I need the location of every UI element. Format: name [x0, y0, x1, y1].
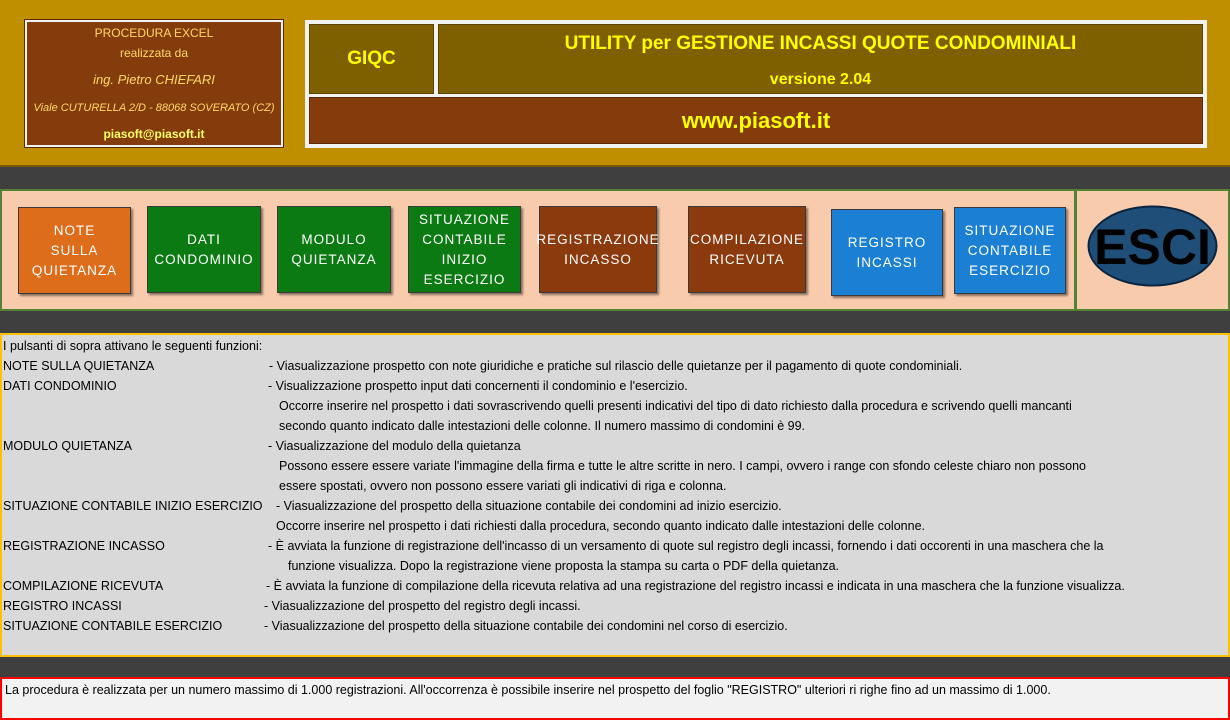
description-text-situazione-inizio: - Viasualizzazione del prospetto della situazione contabile dei condomini ad inizio esercizio.	[276, 499, 782, 513]
description-text-modulo-2: Possono essere essere variate l'immagine della firma e tutte le altre scritte in nero. I campi, ovvero i range con sfondo celeste chiaro non possono	[279, 459, 1086, 473]
description-text-registrazione-2: funzione visualizza. Dopo la registrazione viene proposta la stampa su carta o PDF della quietanza.	[288, 559, 840, 573]
description-label-registro: REGISTRO INCASSI	[3, 599, 122, 613]
situazione-inizio-esercizio-button[interactable]: SITUAZIONE CONTABILE INIZIO ESERCIZIO	[408, 206, 521, 293]
header-band	[0, 0, 1230, 167]
esci-label: ESCI	[1094, 219, 1211, 275]
author-line-procedura: PROCEDURA EXCEL	[94, 26, 214, 40]
description-text-situazione-inizio-2: Occorre inserire nel prospetto i dati richiesti dalla procedura, secondo quanto indicato dalle intestazioni delle colonne.	[276, 519, 925, 533]
description-text-registro: - Viasualizzazione del prospetto del registro degli incassi.	[264, 599, 581, 613]
app-acronym: GIQC	[309, 24, 434, 94]
description-text-dati-2: Occorre inserire nel prospetto i dati sovrascrivendo quelli presenti indicativi del tipo di dato richiesto dalla procedura e scrivendo quelli mancanti	[279, 399, 1072, 413]
description-label-dati: DATI CONDOMINIO	[3, 379, 117, 393]
app-version: versione 2.04	[769, 71, 872, 88]
description-label-note: NOTE SULLA QUIETANZA	[3, 359, 155, 373]
buttons-band	[0, 189, 1230, 311]
footer-note: La procedura è realizzata per un numero massimo di 1.000 registrazioni. All'occorrenza è possibile inserire nel prospetto del foglio "REGISTRO" ulteriori ri righe fino ad un massimo di 1.000.	[5, 683, 1051, 697]
app-title-cell	[438, 24, 1203, 94]
description-label-modulo: MODULO QUIETANZA	[3, 439, 132, 453]
esci-panel	[1077, 191, 1228, 309]
description-label-registrazione: REGISTRAZIONE INCASSO	[3, 539, 165, 553]
situazione-esercizio-button[interactable]: SITUAZIONE CONTABILE ESERCIZIO	[954, 207, 1066, 294]
description-text-modulo: - Viasualizzazione del modulo della quietanza	[268, 439, 521, 453]
description-text-registrazione: - È avviata la funzione di registrazione dell'incasso di un versamento di quote sul registro degli incassi, fornendo i dati occorenti in una maschera che la	[268, 539, 1104, 553]
app-title: UTILITY per GESTIONE INCASSI QUOTE CONDOMINIALI	[564, 33, 1077, 54]
buttons-panel	[2, 191, 1074, 309]
website-url: www.piasoft.it	[309, 97, 1203, 144]
title-frame	[305, 20, 1207, 148]
dati-condominio-button[interactable]: DATI CONDOMINIO	[147, 206, 261, 293]
author-line-realizzata: realizzata da	[119, 46, 189, 60]
description-text-compilazione: - È avviata la funzione di compilazione della ricevuta relativa ad una registrazione del registro incassi e indicata in una maschera che la funzione visualizza.	[266, 579, 1125, 593]
description-text-note: - Viasualizzazione prospetto con note giuridiche e pratiche sul rilascio delle quietanze per il pagamento di quote condominiali.	[269, 359, 963, 373]
description-text-dati: - Visualizzazione prospetto input dati concernenti il condominio e l'esercizio.	[268, 379, 688, 393]
description-label-situazione-inizio: SITUAZIONE CONTABILE INIZIO ESERCIZIO	[3, 499, 263, 513]
esci-button[interactable]	[1087, 205, 1218, 287]
description-label-compilazione: COMPILAZIONE RICEVUTA	[3, 579, 164, 593]
registrazione-incasso-button[interactable]: REGISTRAZIONE INCASSO	[539, 206, 657, 293]
description-text-dati-3: secondo quanto indicato dalle intestazioni delle colonne. Il numero massimo di condomini è 99.	[279, 419, 806, 433]
author-email: piasoft@piasoft.it	[103, 127, 205, 141]
functions-description-panel	[0, 333, 1230, 657]
registro-incassi-button[interactable]: REGISTRO INCASSI	[831, 209, 943, 296]
description-text-situazione-esercizio: - Viasualizzazione del prospetto della situazione contabile dei condomini nel corso di esercizio.	[264, 619, 788, 633]
description-intro: I pulsanti di sopra attivano le seguenti funzioni:	[3, 339, 263, 353]
author-name: ing. Pietro CHIEFARI	[93, 72, 215, 87]
author-address: Viale CUTURELLA 2/D - 88068 SOVERATO (CZ)	[33, 102, 275, 114]
author-box	[25, 20, 283, 147]
modulo-quietanza-button[interactable]: MODULO QUIETANZA	[277, 206, 391, 293]
description-label-situazione-esercizio: SITUAZIONE CONTABILE ESERCIZIO	[3, 619, 223, 633]
footer-note-box	[0, 677, 1230, 720]
description-text-modulo-3: essere spostati, ovvero non possono essere variati gli indicativi di riga e colonna.	[279, 479, 727, 493]
note-quietanza-button[interactable]: NOTE SULLA QUIETANZA	[18, 207, 131, 294]
compilazione-ricevuta-button[interactable]: COMPILAZIONE RICEVUTA	[688, 206, 806, 293]
